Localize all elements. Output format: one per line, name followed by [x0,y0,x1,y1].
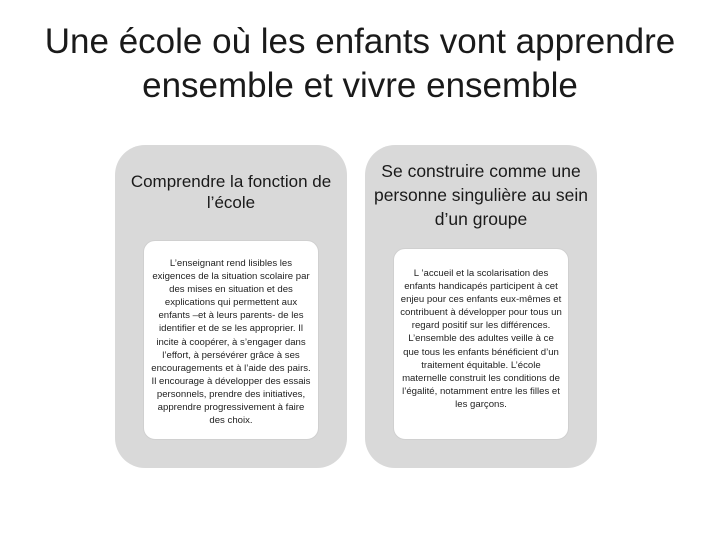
slide-title: Une école où les enfants vont apprendre ensemble et vivre ensemble [44,22,676,105]
column-body-card: L ’accueil et la scolarisation des enfants handicapés participent à cet enjeu pour ces enfants eux-mêmes et contribuent à développer pour tous un regard positif sur les différences. L’ensemble des adultes veille à ce que tous les enfants bénéficient d’un traitement équitable. L’école maternelle construit les conditions de l’égalité, notamment entre les filles et les garçons. [393,248,569,440]
column-heading: Comprendre la fonction de l’école [130,172,332,212]
column-heading: Se construire comme une personne singulière au sein d’un groupe [373,161,589,229]
column-comprendre-ecole [115,145,347,468]
column-se-construire [365,145,597,468]
column-body-card: L’enseignant rend lisibles les exigences de la situation scolaire par des mises en situation et des explications qui permettent aux enfants –et à leurs parents- de les identifier et de se les approprier. Il incite à coopérer, à s’engager dans l’effort, à persévérer grâce à ses encouragements et à l’aide des pairs. Il encourage à développer des essais personnels, prendre des initiatives, apprendre progressivement à faire des choix. [143,240,319,440]
